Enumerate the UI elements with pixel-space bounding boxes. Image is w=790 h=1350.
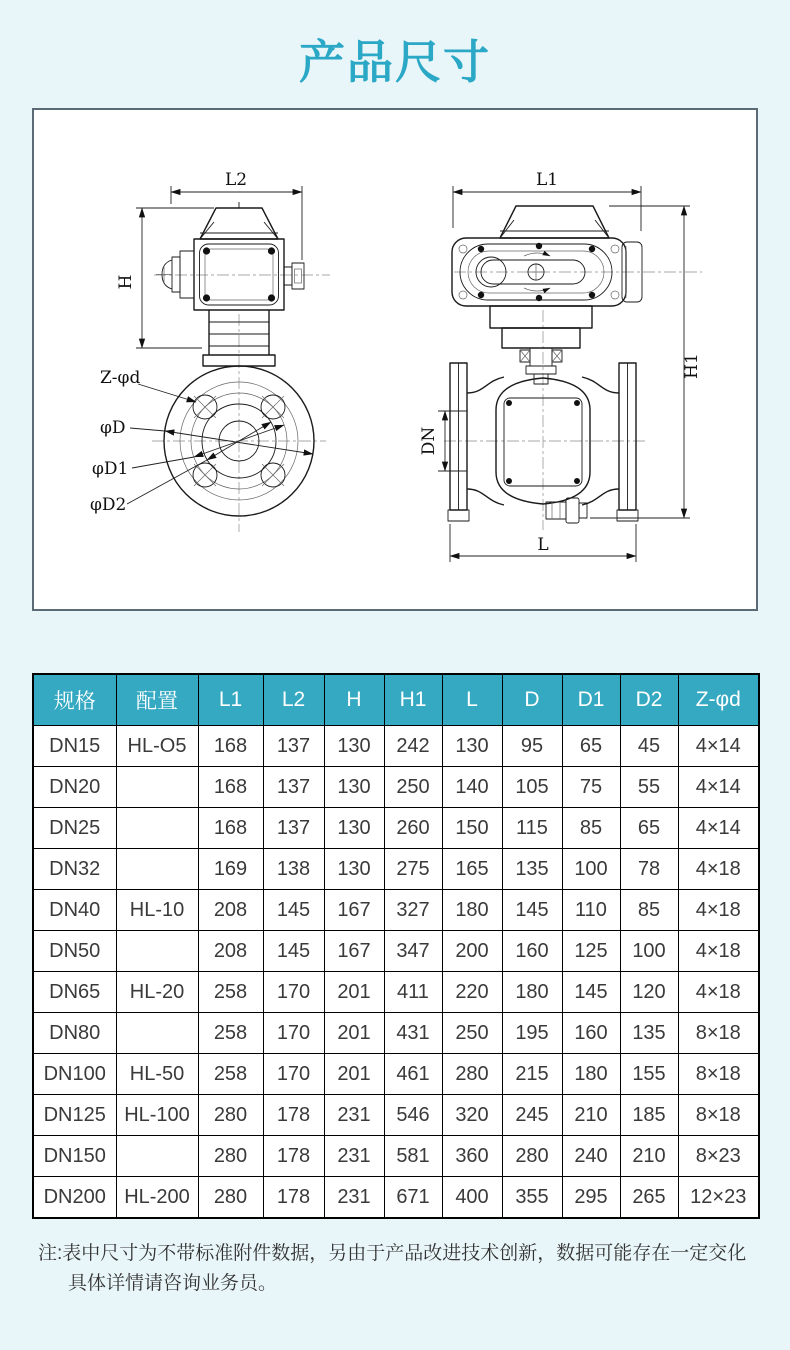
front-view [90,170,330,532]
dim-cell: 231 [324,1095,384,1136]
table-row [33,1136,759,1177]
config-cell [116,808,198,849]
config-cell [116,1136,198,1177]
column-header: 配置 [116,674,198,726]
dim-cell: 167 [324,931,384,972]
dim-cell: 250 [384,767,442,808]
spec-cell: DN125 [33,1095,116,1136]
actuator-body-front [194,239,284,310]
config-cell: HL-O5 [116,726,198,767]
dim-cell: 160 [502,931,562,972]
dim-cell: 360 [442,1136,502,1177]
dim-cell: 12×23 [678,1177,759,1219]
dim-cell: 231 [324,1136,384,1177]
dim-cell: 201 [324,1013,384,1054]
dim-cell: 138 [263,849,324,890]
dim-cell: 170 [263,1013,324,1054]
dim-cell: 201 [324,1054,384,1095]
dim-cell: 245 [502,1095,562,1136]
dim-cell: 85 [562,808,620,849]
dim-cell: 327 [384,890,442,931]
dim-cell: 178 [263,1177,324,1219]
label-phi-d: φD [100,418,126,438]
dim-cell: 231 [324,1177,384,1219]
dim-cell: 145 [502,890,562,931]
dim-cell: 178 [263,1136,324,1177]
dim-cell: 145 [263,931,324,972]
column-header: H1 [384,674,442,726]
dim-cell: 4×14 [678,767,759,808]
dim-cell: 280 [198,1136,263,1177]
dim-cell: 8×18 [678,1013,759,1054]
dimensions-table [32,673,760,1219]
spec-cell: DN150 [33,1136,116,1177]
table-row [33,849,759,890]
table-row [33,767,759,808]
dim-cell: 671 [384,1177,442,1219]
dim-cell: 8×18 [678,1054,759,1095]
centerlines-side [444,272,702,530]
drawing-panel [32,108,758,611]
label-phi-d2: φD2 [90,495,127,515]
dim-cell: 240 [562,1136,620,1177]
config-cell [116,767,198,808]
dim-cell: 137 [263,808,324,849]
flange-callouts [90,368,313,515]
config-cell: HL-10 [116,890,198,931]
spec-cell: DN80 [33,1013,116,1054]
page-title: 产品尺寸 [299,36,491,88]
dim-label-h1: H1 [682,353,702,379]
dim-cell: 4×14 [678,808,759,849]
dim-cell: 355 [502,1177,562,1219]
dim-cell: 167 [324,890,384,931]
dim-cell: 4×18 [678,931,759,972]
footnote-line1: 注:表中尺寸为不带标准附件数据，另由于产品改进技术创新，数据可能存在一定交化 [38,1243,747,1264]
dim-cell: 180 [562,1054,620,1095]
dim-cell: 150 [442,808,502,849]
dim-cell: 431 [384,1013,442,1054]
dim-cell: 185 [620,1095,678,1136]
dim-cell: 110 [562,890,620,931]
dim-cell: 135 [502,849,562,890]
dim-cell: 280 [502,1136,562,1177]
dim-cell: 180 [502,972,562,1013]
dim-cell: 220 [442,972,502,1013]
dim-cell: 320 [442,1095,502,1136]
table-row [33,890,759,931]
table-body [33,726,759,1219]
config-cell: HL-50 [116,1054,198,1095]
dim-cell: 208 [198,931,263,972]
dim-cell: 168 [198,726,263,767]
table-row [33,972,759,1013]
dim-cell: 280 [442,1054,502,1095]
dim-cell: 145 [562,972,620,1013]
dim-cell: 461 [384,1054,442,1095]
dim-cell: 400 [442,1177,502,1219]
table-row [33,808,759,849]
dim-cell: 242 [384,726,442,767]
dim-cell: 155 [620,1054,678,1095]
column-header: D2 [620,674,678,726]
dim-cell: 4×18 [678,972,759,1013]
dim-cell: 45 [620,726,678,767]
actuator-cap-side [500,206,609,238]
dim-cell: 120 [620,972,678,1013]
spec-cell: DN25 [33,808,116,849]
label-z-phi-d: Z-φd [100,368,141,388]
spec-cell: DN100 [33,1054,116,1095]
valve-technical-drawing [34,110,756,609]
dim-cell: 125 [562,931,620,972]
dim-cell: 280 [198,1177,263,1219]
dim-cell: 130 [324,726,384,767]
table-row [33,1095,759,1136]
dim-cell: 260 [384,808,442,849]
motor-front [156,251,194,298]
dim-cell: 65 [562,726,620,767]
dim-cell: 411 [384,972,442,1013]
config-cell [116,1013,198,1054]
spec-cell: DN200 [33,1177,116,1219]
dim-cell: 130 [324,767,384,808]
dim-cell: 170 [263,1054,324,1095]
dim-cell: 160 [562,1013,620,1054]
side-view [419,170,702,562]
table-row [33,931,759,972]
dim-cell: 208 [198,890,263,931]
config-cell [116,931,198,972]
column-header: D [502,674,562,726]
dim-label-l2: L2 [224,170,248,190]
dim-l2 [171,170,302,260]
spec-cell: DN32 [33,849,116,890]
dim-cell: 295 [562,1177,620,1219]
table-header-row [33,674,759,726]
dim-cell: 178 [263,1095,324,1136]
dim-cell: 100 [620,931,678,972]
dim-cell: 100 [562,849,620,890]
dim-h1 [590,206,702,518]
dim-cell: 115 [502,808,562,849]
dim-cell: 265 [620,1177,678,1219]
dim-label-l: L [537,535,549,555]
dim-cell: 8×18 [678,1095,759,1136]
dim-cell: 4×18 [678,890,759,931]
table-row [33,1054,759,1095]
config-cell [116,849,198,890]
dim-cell: 130 [324,849,384,890]
column-header: L2 [263,674,324,726]
dim-cell: 4×18 [678,849,759,890]
dim-cell: 210 [620,1136,678,1177]
label-phi-d1: φD1 [92,459,129,479]
dim-cell: 200 [442,931,502,972]
column-header: D1 [562,674,620,726]
dim-cell: 250 [442,1013,502,1054]
dim-cell: 137 [263,726,324,767]
dim-cell: 210 [562,1095,620,1136]
dim-cell: 65 [620,808,678,849]
dim-cell: 75 [562,767,620,808]
dim-cell: 8×23 [678,1136,759,1177]
bracket-stem-side [490,306,592,384]
dim-cell: 170 [263,972,324,1013]
dim-cell: 347 [384,931,442,972]
dim-cell: 546 [384,1095,442,1136]
dim-cell: 95 [502,726,562,767]
dim-cell: 55 [620,767,678,808]
spec-cell: DN40 [33,890,116,931]
column-header: Z-φd [678,674,759,726]
dim-cell: 180 [442,890,502,931]
dim-cell: 168 [198,808,263,849]
dim-cell: 145 [263,890,324,931]
dim-cell: 195 [502,1013,562,1054]
connector-box-front [284,263,304,289]
dim-cell: 275 [384,849,442,890]
dim-cell: 581 [384,1136,442,1177]
dim-cell: 258 [198,1054,263,1095]
table-row [33,1013,759,1054]
dim-cell: 105 [502,767,562,808]
spec-cell: DN15 [33,726,116,767]
dim-cell: 140 [442,767,502,808]
table-row [33,1177,759,1219]
dim-cell: 165 [442,849,502,890]
config-cell: HL-100 [116,1095,198,1136]
spec-cell: DN50 [33,931,116,972]
dim-cell: 258 [198,1013,263,1054]
footnote [38,1239,752,1300]
spec-cell: DN20 [33,767,116,808]
dim-l1 [453,170,641,231]
column-header: L [442,674,502,726]
dim-cell: 168 [198,767,263,808]
dim-cell: 280 [198,1095,263,1136]
dim-cell: 78 [620,849,678,890]
dim-cell: 169 [198,849,263,890]
dim-cell: 137 [263,767,324,808]
column-header: L1 [198,674,263,726]
dim-cell: 215 [502,1054,562,1095]
dim-cell: 4×14 [678,726,759,767]
dim-label-dn: DN [419,426,439,456]
dim-cell: 85 [620,890,678,931]
dim-cell: 130 [324,808,384,849]
config-cell: HL-200 [116,1177,198,1219]
footnote-line2: 具体详情请咨询业务员。 [68,1273,278,1295]
config-cell: HL-20 [116,972,198,1013]
spec-cell: DN65 [33,972,116,1013]
dim-cell: 130 [442,726,502,767]
dim-cell: 135 [620,1013,678,1054]
table-row [33,726,759,767]
column-header: H [324,674,384,726]
drain-plug [546,498,587,523]
dim-cell: 201 [324,972,384,1013]
column-header: 规格 [33,674,116,726]
dim-cell: 258 [198,972,263,1013]
dim-label-l1: L1 [535,170,559,190]
dim-label-h: H [116,274,136,290]
